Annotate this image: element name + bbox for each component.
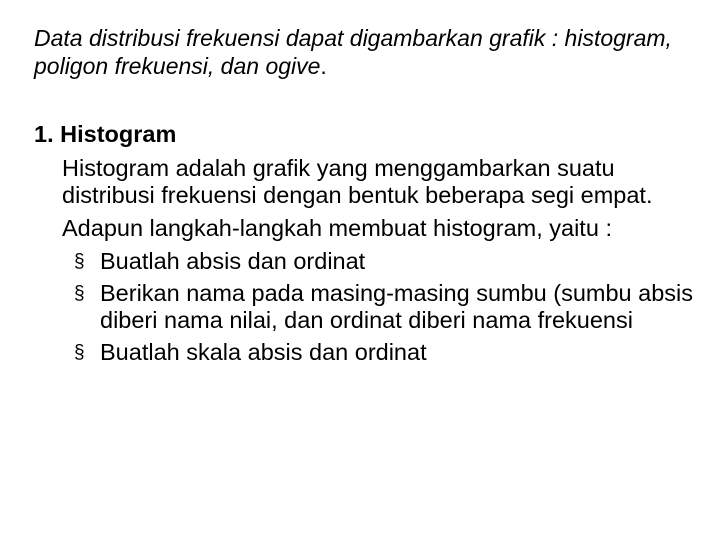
bullet-icon: § — [74, 283, 85, 304]
list-item — [74, 339, 694, 366]
intro-period: . — [320, 53, 327, 79]
list-item — [74, 280, 694, 334]
intro-text — [34, 24, 704, 80]
steps-list — [74, 248, 694, 366]
bullet-icon: § — [74, 251, 85, 272]
list-item — [74, 248, 694, 275]
histogram-section — [34, 121, 704, 371]
step-text: Berikan nama pada masing-masing sumbu (sumbu absis diberi nama nilai, dan ordinat diberi nama frekuensi — [100, 280, 694, 333]
step-text: Buatlah skala absis dan ordinat — [100, 339, 427, 365]
definition-paragraph: Histogram adalah grafik yang menggambarkan suatu distribusi frekuensi dengan bentuk beberapa segi empat. — [62, 155, 653, 208]
section-heading: 1. Histogram — [34, 121, 177, 147]
steps-intro-paragraph: Adapun langkah-langkah membuat histogram, yaitu : — [62, 215, 612, 241]
step-text: Buatlah absis dan ordinat — [100, 248, 366, 274]
bullet-icon: § — [74, 342, 85, 363]
intro-sentence: Data distribusi frekuensi dapat digambarkan grafik : histogram, poligon frekuensi, dan ogive — [34, 25, 672, 79]
